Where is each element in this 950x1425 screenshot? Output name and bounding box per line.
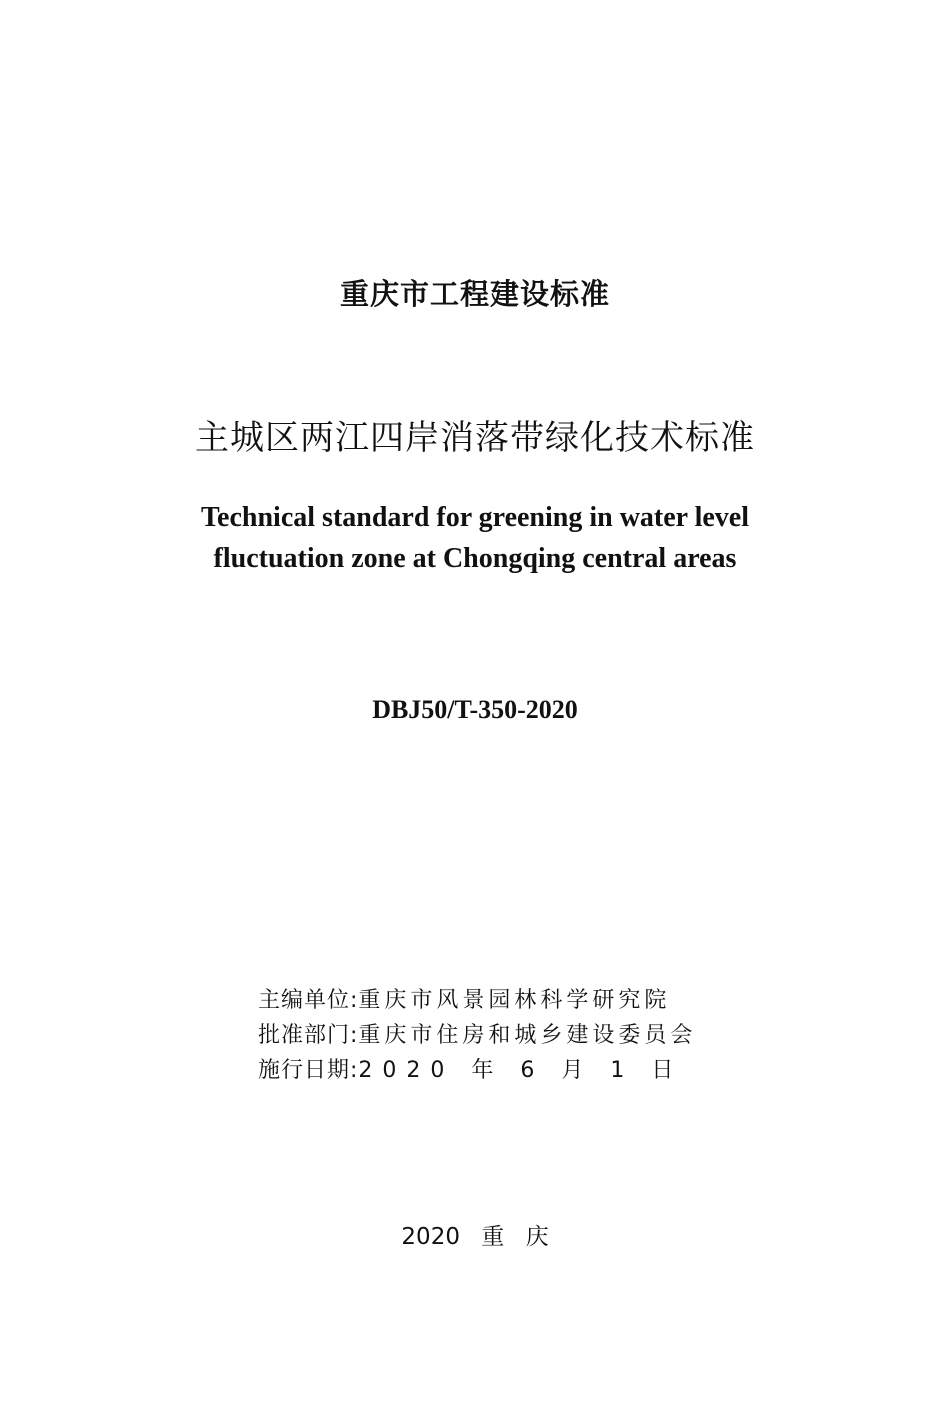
english-title	[0, 497, 950, 579]
english-title-line-1: Technical standard for greening in water level	[200, 502, 750, 533]
approval-label: 批准部门:	[258, 1023, 359, 1048]
chief-editor-label: 主编单位:	[258, 988, 359, 1013]
publication-info	[258, 983, 696, 1088]
english-title-line-2: fluctuation zone at Chongqing central areas	[213, 543, 737, 574]
chief-editor-row	[258, 983, 696, 1018]
series-title: 重庆市工程建设标准	[339, 277, 610, 311]
effective-date-row	[258, 1053, 696, 1088]
approval-value: 重庆市住房和城乡建设委员会	[358, 1023, 697, 1048]
effective-date-label: 施行日期:	[258, 1058, 359, 1083]
chief-editor-value: 重庆市风景园林科学研究院	[358, 988, 671, 1013]
publication-year-place: 2020 重 庆	[401, 1224, 549, 1250]
effective-date-value: 2020 年 6 月 1 日	[358, 1058, 684, 1083]
chinese-title: 主城区两江四岸消落带绿化技术标准	[195, 418, 755, 458]
approval-row	[258, 1018, 696, 1053]
standard-code: DBJ50/T-350-2020	[372, 695, 578, 724]
